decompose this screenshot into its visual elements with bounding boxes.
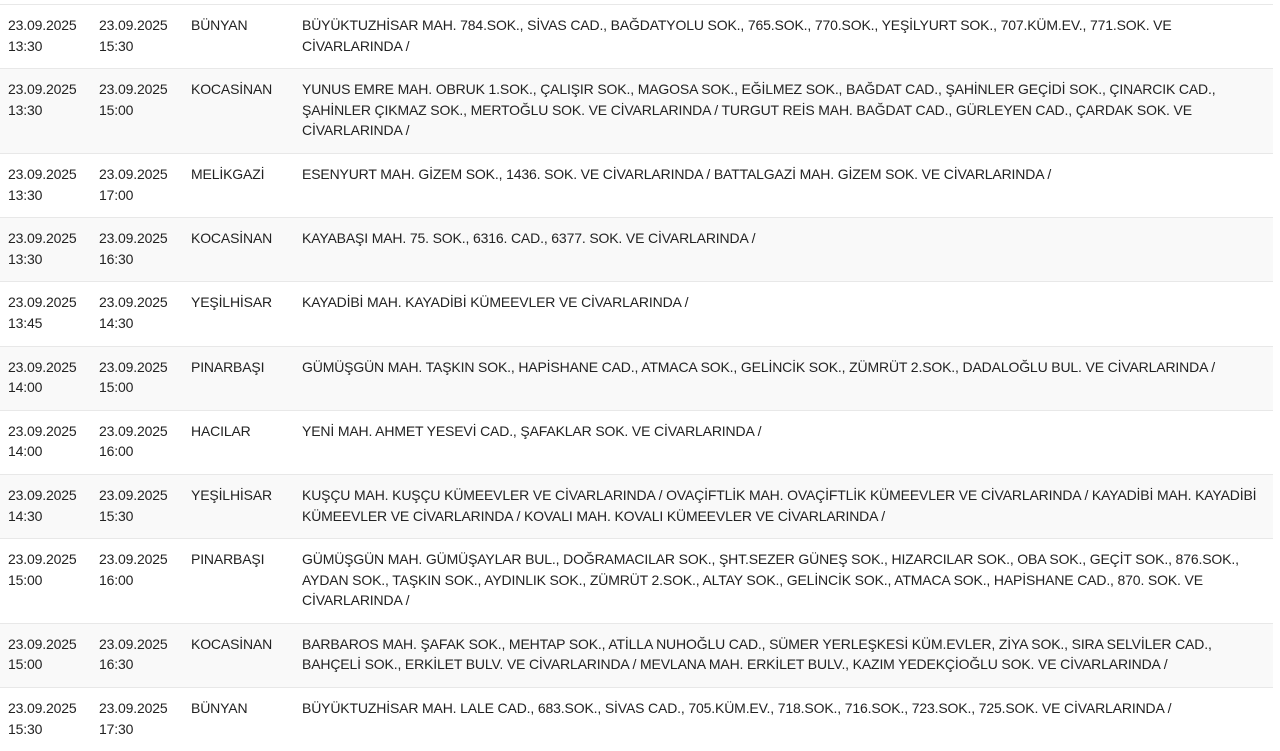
end-date: 23.09.2025 xyxy=(99,81,168,98)
end-cell xyxy=(91,539,183,624)
district-cell: KOCASİNAN xyxy=(183,623,294,687)
start-date: 23.09.2025 xyxy=(8,230,77,247)
table-row xyxy=(0,474,1273,538)
end-cell xyxy=(91,69,183,154)
table-row xyxy=(0,153,1273,217)
end-time: 16:30 xyxy=(99,656,134,673)
end-time: 16:00 xyxy=(99,443,134,460)
start-date: 23.09.2025 xyxy=(8,551,77,568)
end-time: 17:30 xyxy=(99,720,134,737)
start-date: 23.09.2025 xyxy=(8,81,77,98)
end-cell xyxy=(91,623,183,687)
start-time: 13:30 xyxy=(8,186,43,203)
district-cell: BÜNYAN xyxy=(183,688,294,751)
start-cell xyxy=(0,410,91,474)
end-date: 23.09.2025 xyxy=(99,635,168,652)
affected-area-cell: ESENYURT MAH. GİZEM SOK., 1436. SOK. VE CİVARLARINDA / BATTALGAZİ MAH. GİZEM SOK. VE CİVARLARINDA / xyxy=(294,153,1273,217)
start-time: 13:30 xyxy=(8,37,43,54)
end-time: 14:30 xyxy=(99,314,134,331)
end-time: 15:00 xyxy=(99,379,134,396)
start-time: 14:00 xyxy=(8,443,43,460)
start-time: 15:00 xyxy=(8,571,43,588)
end-date: 23.09.2025 xyxy=(99,17,168,33)
start-date: 23.09.2025 xyxy=(8,358,77,375)
end-date: 23.09.2025 xyxy=(99,486,168,503)
end-date: 23.09.2025 xyxy=(99,358,168,375)
start-time: 13:45 xyxy=(8,314,43,331)
affected-area-cell: GÜMÜŞGÜN MAH. GÜMÜŞAYLAR BUL., DOĞRAMACILAR SOK., ŞHT.SEZER GÜNEŞ SOK., HIZARCILAR SOK., OBA SOK., GEÇİT SOK., 876.SOK., AYDAN SOK., TAŞKIN SOK., AYDINLIK SOK., ZÜMRÜT 2.SOK., ALTAY SOK., GELİNCİK SOK., ATMACA SOK., HAPİSHANE CAD., 870. SOK. VE CİVARLARINDA / xyxy=(294,539,1273,624)
end-cell xyxy=(91,282,183,346)
end-cell xyxy=(91,688,183,751)
start-cell xyxy=(0,623,91,687)
affected-area-cell: KAYABAŞI MAH. 75. SOK., 6316. CAD., 6377. SOK. VE CİVARLARINDA / xyxy=(294,218,1273,282)
end-date: 23.09.2025 xyxy=(99,551,168,568)
start-date: 23.09.2025 xyxy=(8,635,77,652)
district-cell: YEŞİLHİSAR xyxy=(183,474,294,538)
end-date: 23.09.2025 xyxy=(99,230,168,247)
end-time: 15:30 xyxy=(99,507,134,524)
affected-area-cell: BÜYÜKTUZHİSAR MAH. LALE CAD., 683.SOK., SİVAS CAD., 705.KÜM.EV., 718.SOK., 716.SOK., 723.SOK., 725.SOK. VE CİVARLARINDA / xyxy=(294,688,1273,751)
start-cell xyxy=(0,346,91,410)
start-cell xyxy=(0,153,91,217)
district-cell: BÜNYAN xyxy=(183,5,294,69)
end-cell xyxy=(91,410,183,474)
end-time: 15:30 xyxy=(99,37,134,54)
start-cell xyxy=(0,539,91,624)
end-time: 16:30 xyxy=(99,250,134,267)
end-cell xyxy=(91,474,183,538)
start-date: 23.09.2025 xyxy=(8,700,77,717)
table-row xyxy=(0,218,1273,282)
district-cell: PINARBAŞI xyxy=(183,346,294,410)
end-time: 17:00 xyxy=(99,186,134,203)
end-cell xyxy=(91,346,183,410)
table-row xyxy=(0,688,1273,751)
district-cell: MELİKGAZİ xyxy=(183,153,294,217)
table-row xyxy=(0,539,1273,624)
district-cell: HACILAR xyxy=(183,410,294,474)
start-date: 23.09.2025 xyxy=(8,165,77,182)
start-date: 23.09.2025 xyxy=(8,17,77,33)
end-cell xyxy=(91,218,183,282)
table-row xyxy=(0,410,1273,474)
affected-area-cell: KUŞÇU MAH. KUŞÇU KÜMEEVLER VE CİVARLARINDA / OVAÇİFTLİK MAH. OVAÇİFTLİK KÜMEEVLER VE CİVARLARINDA / KAYADİBİ MAH. KAYADİBİ KÜMEEVLER VE CİVARLARINDA / KOVALI MAH. KOVALI KÜMEEVLER VE CİVARLARINDA / xyxy=(294,474,1273,538)
start-date: 23.09.2025 xyxy=(8,486,77,503)
start-cell xyxy=(0,282,91,346)
start-time: 14:00 xyxy=(8,379,43,396)
district-cell: KOCASİNAN xyxy=(183,69,294,154)
district-cell: KOCASİNAN xyxy=(183,218,294,282)
affected-area-cell: GÜMÜŞGÜN MAH. TAŞKIN SOK., HAPİSHANE CAD., ATMACA SOK., GELİNCİK SOK., ZÜMRÜT 2.SOK., DADALOĞLU BUL. VE CİVARLARINDA / xyxy=(294,346,1273,410)
district-cell: PINARBAŞI xyxy=(183,539,294,624)
affected-area-cell: BARBAROS MAH. ŞAFAK SOK., MEHTAP SOK., ATİLLA NUHOĞLU CAD., SÜMER YERLEŞKESİ KÜM.EVLER, ZİYA SOK., SIRA SELVİLER CAD., BAHÇELİ SOK., ERKİLET BULV. VE CİVARLARINDA / MEVLANA MAH. ERKİLET BULV., KAZIM YEDEKÇİOĞLU SOK. VE CİVARLARINDA / xyxy=(294,623,1273,687)
affected-area-cell: YENİ MAH. AHMET YESEVİ CAD., ŞAFAKLAR SOK. VE CİVARLARINDA / xyxy=(294,410,1273,474)
start-time: 13:30 xyxy=(8,101,43,118)
end-date: 23.09.2025 xyxy=(99,294,168,311)
affected-area-cell: BÜYÜKTUZHİSAR MAH. 784.SOK., SİVAS CAD., BAĞDATYOLU SOK., 765.SOK., 770.SOK., YEŞİLYURT SOK., 707.KÜM.EV., 771.SOK. VE CİVARLARINDA / xyxy=(294,5,1273,69)
start-time: 13:30 xyxy=(8,250,43,267)
start-time: 15:30 xyxy=(8,720,43,737)
district-cell: YEŞİLHİSAR xyxy=(183,282,294,346)
end-cell xyxy=(91,153,183,217)
end-time: 16:00 xyxy=(99,571,134,588)
start-cell xyxy=(0,688,91,751)
table-row xyxy=(0,282,1273,346)
end-cell xyxy=(91,5,183,69)
table-row xyxy=(0,623,1273,687)
start-time: 14:30 xyxy=(8,507,43,524)
start-cell xyxy=(0,218,91,282)
start-cell xyxy=(0,5,91,69)
start-date: 23.09.2025 xyxy=(8,422,77,439)
start-date: 23.09.2025 xyxy=(8,294,77,311)
table-row xyxy=(0,346,1273,410)
affected-area-cell: KAYADİBİ MAH. KAYADİBİ KÜMEEVLER VE CİVARLARINDA / xyxy=(294,282,1273,346)
power-outage-table xyxy=(0,4,1273,751)
end-date: 23.09.2025 xyxy=(99,700,168,717)
affected-area-cell: YUNUS EMRE MAH. OBRUK 1.SOK., ÇALIŞIR SOK., MAGOSA SOK., EĞİLMEZ SOK., BAĞDAT CAD., ŞAHİNLER GEÇİDİ SOK., ÇINARCIK CAD., ŞAHİNLER ÇIKMAZ SOK., MERTOĞLU SOK. VE CİVARLARINDA / TURGUT REİS MAH. BAĞDAT CAD., GÜRLEYEN CAD., ÇARDAK SOK. VE CİVARLARINDA / xyxy=(294,69,1273,154)
outage-table-container xyxy=(0,4,1273,751)
table-row xyxy=(0,5,1273,69)
table-row xyxy=(0,69,1273,154)
end-date: 23.09.2025 xyxy=(99,165,168,182)
end-time: 15:00 xyxy=(99,101,134,118)
start-cell xyxy=(0,69,91,154)
start-cell xyxy=(0,474,91,538)
start-time: 15:00 xyxy=(8,656,43,673)
end-date: 23.09.2025 xyxy=(99,422,168,439)
